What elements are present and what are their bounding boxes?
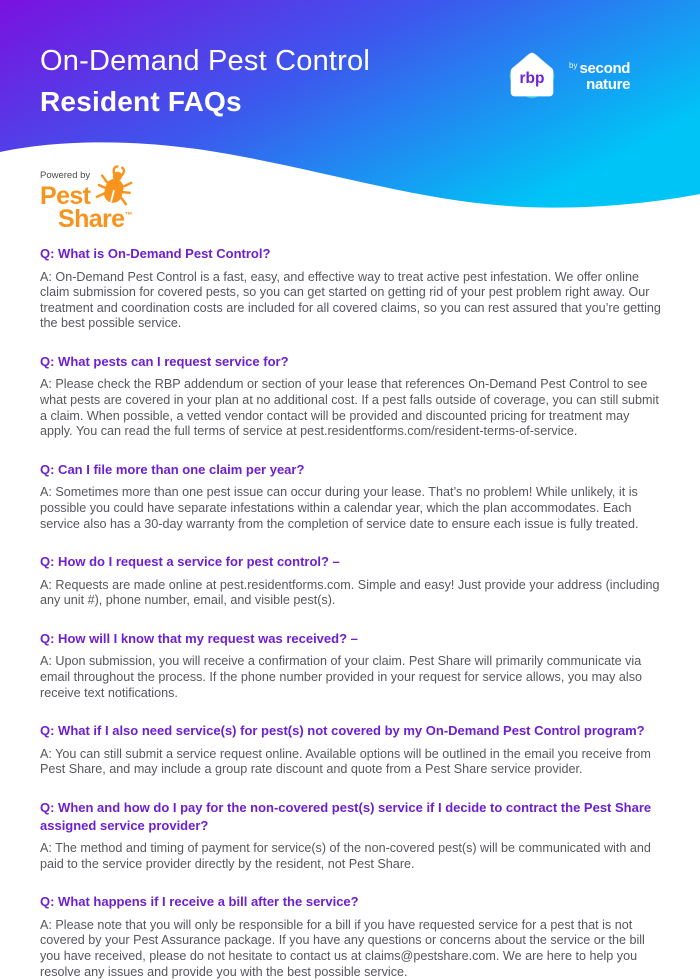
faq-answer: A: Sometimes more than one pest issue can occur during your lease. That’s no problem! While unlikely, it is possible you could have separate infestations within a calendar year, which the plan accommodates. Each service also has a 30-day warranty from the completion of service date to ensure each issue is fully treated. (40, 485, 639, 531)
faq-item (40, 553, 664, 609)
faq-answer: A: Requests are made online at pest.residentforms.com. Simple and easy! Just provide your address (including any unit #), phone number, email, and visible pest(s). (40, 577, 660, 608)
faq-item (40, 630, 664, 701)
faq-item (40, 893, 664, 980)
faq-item (40, 461, 664, 532)
pest-share-word-share: Share™ (58, 205, 133, 233)
faq-item (40, 245, 664, 332)
pest-share-word-pest: Pest (40, 182, 91, 210)
faq-question: Q: What happens if I receive a bill after the service? (40, 894, 359, 910)
faq-answer: A: The method and timing of payment for service(s) of the non-covered pest(s) will be communicated with and paid to the service provider directly by the resident, not Pest Share. (40, 841, 651, 871)
faq-item (40, 353, 664, 440)
rbp-house-icon (502, 45, 562, 107)
rbp-wordmark: rbp (519, 69, 545, 87)
powered-by-label: Powered by (40, 170, 91, 181)
faq-answer: A: You can still submit a service request online. Available options will be outlined in the email you receive from Pest Share, and may include a group rate discount and quote from a Pest Share service provider. (40, 746, 651, 777)
nature-label: nature (586, 75, 631, 93)
faq-answer: A: Please check the RBP addendum or section of your lease that references On-Demand Pest Control to see what pests are covered in your plan at no additional cost. If a pest falls outside of coverage, you can still submit a claim. When possible, a vetted vendor contact will be provided and discounted pricing for treatment may apply. You can read the full terms of service at pest.residentforms.com/resident-terms-of-service. (40, 377, 659, 439)
faq-question: Q: Can I file more than one claim per year? (40, 461, 305, 477)
faq-answer: A: Please note that you will only be responsible for a bill if you have requested service for a pest that is not covered by your Pest Assurance package. If you have any questions or concerns about the service or the bill you have received, please do not hesitate to contact us at claims@pestshare.com. We are here to help you resolve any issues and provide you with the best possible service. (40, 917, 645, 979)
faq-question: Q: What if I also need service(s) for pest(s) not covered by my On-Demand Pest Control program? (40, 723, 645, 739)
faq-answer: A: Upon submission, you will receive a confirmation of your claim. Pest Share will primarily communicate via email throughout the process. If the phone number provided in your request for service allows, you may also receive text notifications. (40, 654, 643, 700)
faq-item (40, 799, 664, 872)
second-label: second (579, 59, 631, 77)
faq-question: Q: What is On-Demand Pest Control? (40, 246, 271, 261)
faq-question: Q: How do I request a service for pest control? – (40, 554, 340, 570)
rbp-second-nature-logo (502, 45, 630, 107)
by-label: by (569, 60, 578, 70)
page-title: On-Demand Pest Control (40, 45, 370, 77)
faq-item (40, 722, 664, 778)
faq-question: Q: How will I know that my request was received? – (40, 630, 358, 646)
faq-answer: A: On-Demand Pest Control is a fast, easy, and effective way to treat active pest infestation. We offer online claim submission for covered pests, so you can get started on getting rid of your pest problem right away. Our treatment and coordination costs are included for all covered claims, so you can rest assured that you’re getting the best possible service. (40, 269, 661, 331)
faq-question: Q: What pests can I request service for? (40, 353, 289, 369)
trademark-symbol: ™ (124, 210, 133, 220)
second-nature-wordmark (569, 61, 630, 92)
page-subtitle: Resident FAQs (40, 85, 242, 117)
pest-share-logo (40, 170, 170, 236)
faq-question: Q: When and how do I pay for the non-covered pest(s) service if I decide to contract the Pest Share assigned service provider? (40, 799, 652, 833)
faq-list (40, 245, 664, 980)
header-titles (40, 44, 370, 118)
